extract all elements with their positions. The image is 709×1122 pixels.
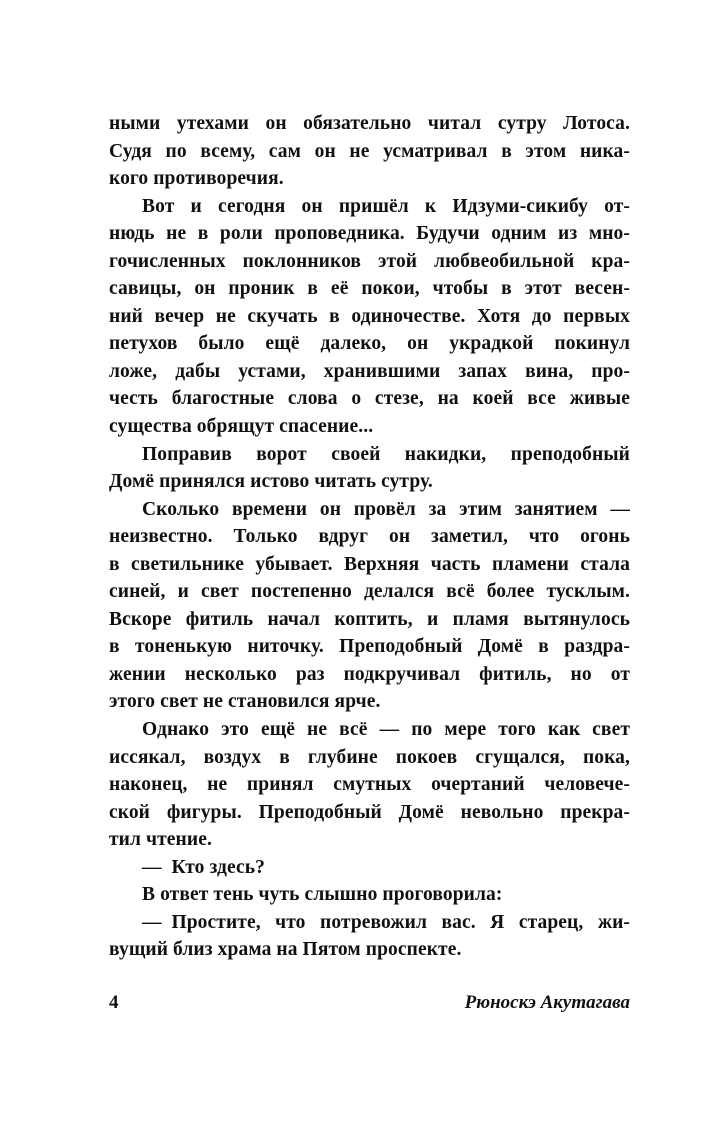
text-line: ний вечер не скучать в одиночестве. Хотя до первых [109, 305, 630, 327]
text-line: Однако это ещё не всё — по мере того как свет [142, 719, 630, 741]
text-line: Вскоре фитиль начал коптить, и пламя вытянулось [109, 608, 630, 630]
text-line: существа обрящут спасение... [109, 416, 374, 438]
text-line: — Простите, что потревожил вас. Я старец, жи- [142, 911, 630, 933]
page-number: 4 [109, 992, 119, 1013]
text-line: В ответ тень чуть слышно проговорила: [142, 884, 503, 906]
text-line: нюдь не в роли проповедника. Будучи одним из мно- [109, 223, 630, 245]
text-line: Вот и сегодня он пришёл к Идзуми-сикибу от- [142, 195, 630, 217]
text-line: синей, и свет постепенно делался всё более тусклым. [109, 581, 630, 603]
text-line: петухов было ещё далеко, он украдкой покинул [109, 333, 630, 355]
text-line: Судя по всему, сам он не усматривал в этом ника- [109, 140, 630, 162]
text-block [109, 110, 630, 964]
text-line: — Кто здесь? [142, 856, 266, 878]
text-line: савицы, он проник в её покои, чтобы в этот весен- [109, 278, 630, 300]
text-line: Сколько времени он провёл за этим занятием — [142, 498, 630, 520]
running-title-author: Рюноскэ Акутагава [464, 992, 630, 1013]
text-line: вущий близ храма на Пятом проспекте. [109, 939, 462, 961]
text-line: ными утехами он обязательно читал сутру Лотоса. [109, 113, 630, 134]
text-line: Домё принялся истово читать сутру. [109, 471, 433, 493]
text-line: честь благостные слова о стезе, на коей все живые [109, 388, 630, 410]
text-line: жении несколько раз подкручивал фитиль, но от [109, 663, 630, 685]
text-line: ложе, дабы устами, хранившими запах вина, про- [109, 360, 630, 382]
text-line: ской фигуры. Преподобный Домё невольно прекра- [109, 801, 630, 823]
text-line: гочисленных поклонников этой любвеобильной кра- [109, 250, 630, 272]
text-line: в светильнике убывает. Верхняя часть пламени стала [109, 553, 630, 575]
text-line: Поправив ворот своей накидки, преподобный [142, 443, 630, 465]
text-line: в тоненькую ниточку. Преподобный Домё в раздра- [109, 636, 630, 658]
text-line: иссякал, воздух в глубине покоев сгущался, пока, [109, 746, 630, 768]
text-line: кого противоречия. [109, 168, 284, 190]
text-line: тил чтение. [109, 829, 212, 851]
text-line: наконец, не принял смутных очертаний человече- [109, 774, 630, 796]
text-line: неизвестно. Только вдруг он заметил, что огонь [109, 526, 630, 548]
page-footer [109, 992, 630, 1014]
text-line: этого свет не становился ярче. [109, 691, 381, 713]
